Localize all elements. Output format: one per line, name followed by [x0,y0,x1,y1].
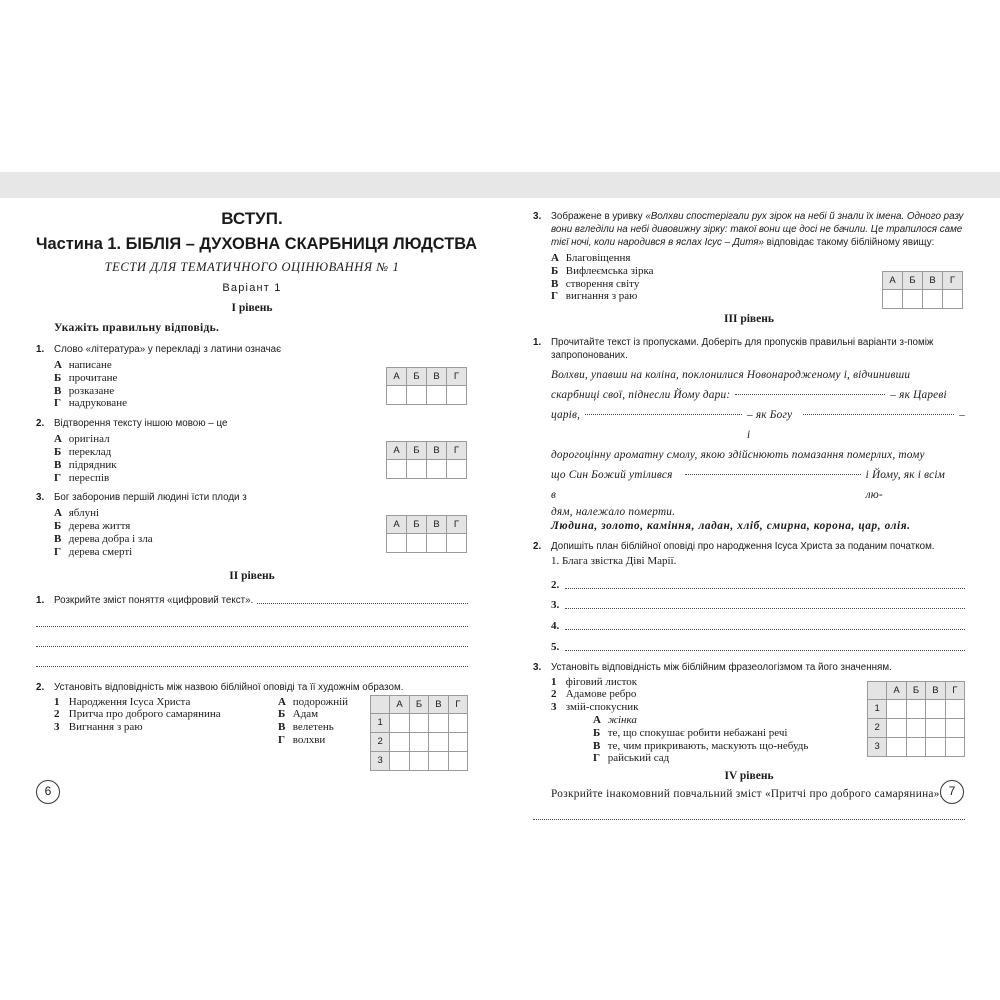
item-3: 3 Вигнання з раю [54,721,143,734]
answer-cell[interactable] [407,460,427,479]
option-b: Б те, що спокушає робити небажані речі [593,726,788,739]
question-1 [36,343,468,410]
matching-items [551,676,808,766]
answer-cell[interactable] [387,386,407,405]
option-a: А жінка [593,713,637,726]
answer-line[interactable] [565,588,965,589]
answer-cell[interactable] [390,713,409,732]
answer-cell[interactable] [390,751,409,770]
question-text: Розкрийте зміст поняття «цифровий текст». [54,594,254,606]
answer-cell[interactable] [923,290,943,309]
answer-cell[interactable] [429,732,448,751]
matching-options [551,714,808,765]
gap-4[interactable] [685,465,860,475]
answer-cell[interactable] [387,534,407,553]
gap-3[interactable] [803,405,954,415]
answer-cell[interactable] [447,460,467,479]
matching-grid: А Б В Г 1 2 3 [867,681,965,757]
answer-grid: А Б В Г [386,367,467,405]
option-d: Г надруковане [54,397,127,410]
plan-item: 5. [551,632,965,653]
matching-grid: А Б В Г 1 2 3 [370,695,468,771]
answer-cell[interactable] [427,460,447,479]
answer-cell[interactable] [887,718,906,737]
answer-cell[interactable] [945,737,964,756]
answer-cell[interactable] [447,386,467,405]
answer-cell[interactable] [448,713,467,732]
level-3-heading: ІІІ рівень [724,313,774,326]
answer-cell[interactable] [427,386,447,405]
option-c: В те, чим прикривають, маскують що-небудь [593,739,809,752]
option-b: Б Адам [278,708,319,721]
answer-cell[interactable] [387,460,407,479]
answer-line[interactable] [533,802,965,820]
answer-cell[interactable] [945,699,964,718]
answer-cell[interactable] [943,290,963,309]
question-text: Установіть відповідність між біблійним фразеологізмом та його значенням. [551,661,892,673]
option-a: А подорожній [278,695,349,708]
question-number: 1. [36,344,45,355]
answer-cell[interactable] [448,732,467,751]
answer-cell[interactable] [447,534,467,553]
plan-list [533,553,965,652]
gap-text: Волхви, упавши на коліна, поклонилися Новонародженому і, відчинивши скарбниці свої, піднесли Йому дари: – як Цареві царів, – як Богу і – дорогоцінну ароматну смолу, якою здійснюють помазання померлих, тому що Син Божий утілився в і Йому, як і всім лю- дям, належало померти. [551,369,965,519]
answer-line[interactable] [257,594,468,604]
matching-question-right [533,661,965,763]
answer-cell[interactable] [448,751,467,770]
right-page [533,198,965,820]
fill-in-question [533,336,965,534]
answer-cell[interactable] [906,718,925,737]
item-2: 2 Притча про доброго самарянина [54,708,221,721]
question-number: 2. [36,681,45,693]
answer-grid: А Б В Г [386,515,467,553]
option-a: А написане [54,359,112,371]
answer-cell[interactable] [883,290,903,309]
question-text: Відтворення тексту іншою мовою – це [54,418,228,430]
option-a: А Благовіщення [551,252,631,264]
gap-2[interactable] [585,405,742,415]
answer-cell[interactable] [903,290,923,309]
option-c: В розказане [54,384,115,397]
answer-grid: А Б В Г [882,271,963,309]
item-2: 2 Адамове ребро [551,688,637,701]
level-4-heading: IV рівень [724,769,774,782]
question-number: 2. [533,541,542,553]
answer-cell[interactable] [906,737,925,756]
open-task: Розкрийте інакомовний повчальний зміст «Притчі про доброго самарянина». [551,787,943,800]
question-number: 3. [36,492,45,504]
option-a: А яблуні [54,507,100,520]
question-text: Бог заборонив першій людині їсти плоди з [54,492,247,504]
answer-line[interactable] [36,607,468,627]
question-text: Прочитайте текст із пропусками. Доберіть для пропусків правильні варіанти з-поміж запропонованих. [551,337,934,362]
answer-line[interactable] [36,647,468,667]
option-d: Г райський сад [593,752,670,765]
answer-cell[interactable] [926,718,945,737]
question-number: 1. [36,594,45,606]
plan-question [533,540,965,652]
answer-cell[interactable] [429,751,448,770]
option-d: Г дерева смерті [54,545,133,558]
answer-cell[interactable] [409,732,428,751]
answer-line[interactable] [565,629,965,630]
section-heading: ВСТУП. [221,209,283,228]
option-a: А оригінал [54,433,110,446]
level-2-heading: ІІ рівень [229,569,275,582]
option-c: В підрядник [54,458,117,471]
answer-choices: Людина, золото, каміння, ладан, хліб, смирна, корона, цар, олія. [551,520,911,533]
page-title: Частина 1. БІБЛІЯ – ДУХОВНА СКАРБНИЦЯ ЛЮДСТВА [36,235,478,253]
plan-item: 2. [551,570,965,591]
answer-cell[interactable] [906,699,925,718]
test-subtitle: ТЕСТИ ДЛЯ ТЕМАТИЧНОГО ОЦІНЮВАННЯ № 1 [104,260,400,274]
matching-options [278,696,348,747]
answer-line[interactable] [565,650,965,651]
answer-cell[interactable] [429,713,448,732]
question-number: 2. [36,418,45,430]
left-page [36,198,478,773]
page-number-left: 6 [36,780,60,804]
question-text: Слово «література» у перекладі з латини означає [54,344,282,355]
variant-label: Варіант 1 [222,282,282,294]
answer-cell[interactable] [926,737,945,756]
question-number: 3. [533,661,542,673]
question-number: 3. [533,211,542,222]
answer-cell[interactable] [409,751,428,770]
gap-1[interactable] [735,385,885,395]
top-gray-band [0,172,1000,198]
option-d: Г переспів [54,471,110,484]
matching-items [54,696,221,734]
answer-cell[interactable] [887,699,906,718]
item-1: 1 Народження Ісуса Христа [54,695,191,708]
option-d: Г вигнання з раю [551,290,638,303]
page-number-right: 7 [940,780,964,804]
answer-cell[interactable] [409,713,428,732]
option-b: Б Вифлеємська зірка [551,264,654,277]
option-b: Б прочитане [54,371,118,384]
question-2 [36,417,468,484]
option-b: Б дерева життя [54,520,131,533]
answer-line[interactable] [36,627,468,647]
plan-item: 3. [551,591,965,612]
answer-grid: А Б В Г [386,441,467,479]
option-b: Б переклад [54,445,112,458]
answer-cell[interactable] [390,732,409,751]
level-1-heading: І рівень [231,302,273,314]
option-c: В велетень [278,721,334,734]
item-1: 1 фіговий листок [551,675,638,688]
question-text: Допишіть план біблійної оповіді про народження Ісуса Христа за поданим початком. [551,541,935,553]
open-question-1 [36,594,468,667]
answer-cell[interactable] [427,534,447,553]
option-d: Г волхви [278,733,326,746]
option-c: В дерева добра і зла [54,532,153,545]
plan-item-1: 1. Блага звістка Діві Марії. [551,555,677,568]
instruction: Укажіть правильну відповідь. [54,322,220,334]
question-text: Установіть відповідність між назвою біблійної оповіді та її художнім образом. [54,681,404,693]
answer-line[interactable] [565,608,965,609]
option-c: В створення світу [551,277,640,290]
answer-cell[interactable] [407,386,427,405]
answer-cell[interactable] [926,699,945,718]
question-text: Зображене в уривку «Волхви спостерігали рух зірок на небі й знали їх імена. Одного разу вони вгледіли на небі дивовижну зірку: такої вони ще досі не бачили. Це трапилося саме тієї ночі, коли народився в яслах Ісус – Дитя» відповідає такому біблійному явищу: [551,211,964,248]
book-spread [0,198,1000,808]
matching-question [36,681,468,773]
question-number: 1. [533,337,542,349]
answer-cell[interactable] [887,737,906,756]
answer-cell[interactable] [945,718,964,737]
item-3: 3 змій-спокусник [551,701,639,714]
plan-item: 4. [551,611,965,632]
question-3 [36,491,468,558]
answer-cell[interactable] [407,534,427,553]
question-3-right [533,210,965,303]
